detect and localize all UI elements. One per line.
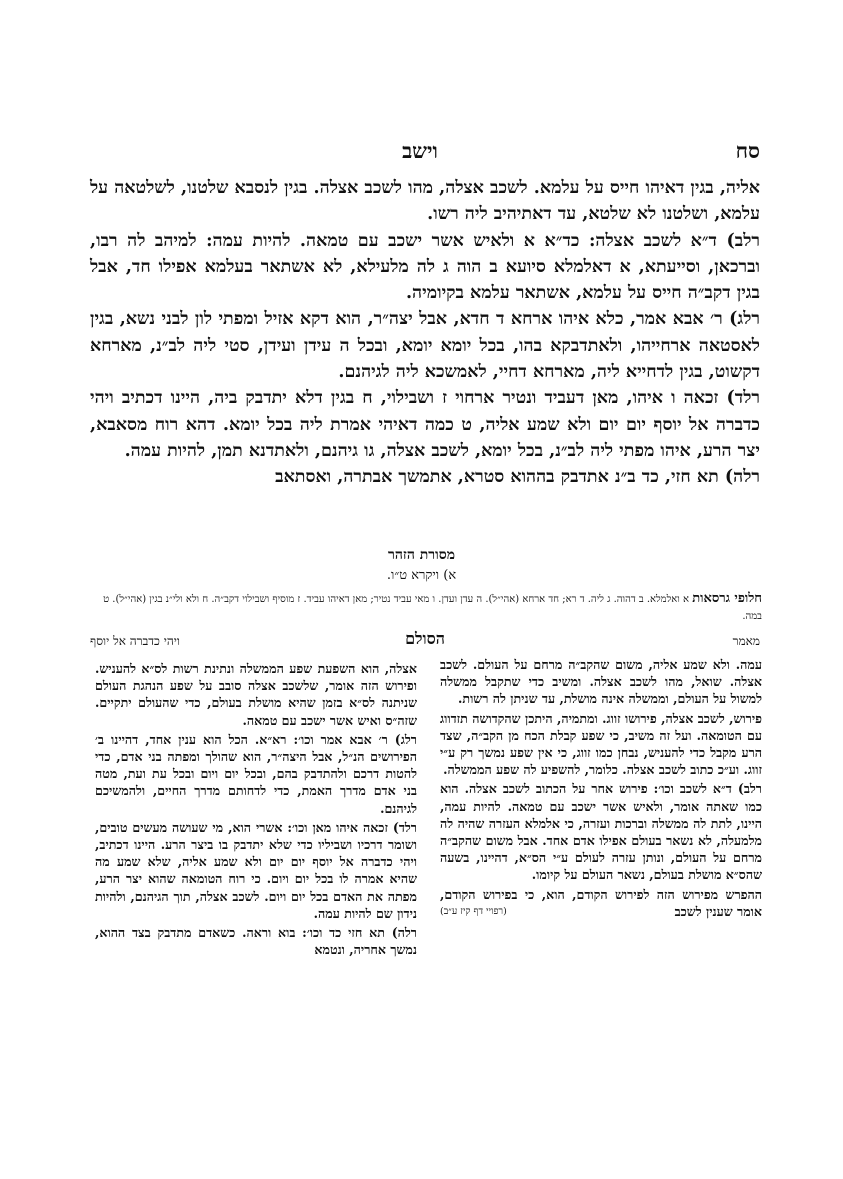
main-paragraph: רלד) זכאה ו איהו, מאן דעביד ונטיר ארחוי ז ושבילוי, ח בגין דלא יתדבק ביה, היינו דכתיב ויהי כדברה אל יוסף יום יום ולא שמע אליה, ט כמה דאיהי אמרת ליה בכל יומא. דהא רוח מסאבא, יצר הרע, איהו מפתי ליה לב״נ, בכל יומא, לשכב אצלה, גו גיהנם, ולאתדנא תמן, להיות עמה. — [90, 388, 760, 461]
commentary-paragraph: רלה) תא חזי כד וכו׳: בוא וראה. כשאדם מתדבק בצד ההוא, נמשך אחריה, ונטמא — [95, 925, 417, 958]
commentary-paragraph: אצלה, הוא השפעת שפע הממשלה ונתינת רשות לס״א להעניש. ופירוש הזה אומר, שלשכב אצלה סובב על שפע הנהגת העולם שניתנה לס״א בזמן שהיא מושלת בעולם, כדי שהעולם יתקיים. שזה״ס ואיש אשר ישכב עם טמאה. — [95, 661, 417, 728]
page-reference-note: (רפויי דף קיז ע״ב) — [440, 906, 507, 917]
commentary-column-right — [440, 656, 762, 922]
main-paragraph: רלה) תא חזי, כד ב״נ אתדבק בההוא סטרא, אתמשך אבתרה, ואסתאב — [275, 467, 760, 488]
commentary-header — [90, 629, 760, 652]
masoret-title: מסורת הזהר — [387, 547, 456, 563]
section-title: ויהי כדברה אל יוסף — [90, 634, 180, 648]
zohar-main-text — [90, 175, 760, 491]
commentary-paragraph: עמה. ולא שמע אליה, משום שהקב״ה מרחם על העולם. לשכב אצלה. שואל, מהו לשכב אצלה. ומשיב כדי שתקבל ממשלה למשול על העולם, וממשלה אינה מושלת, עד שניתן לה רשות. — [440, 657, 762, 707]
hasulam-title: הסולם — [405, 629, 445, 648]
maamar-label: מאמר — [732, 634, 760, 648]
masoret-note: א) ויקרא ט״ו. — [386, 568, 457, 583]
running-header — [80, 138, 760, 168]
commentary-paragraph: פירוש, לשכב אצלה, פירושו זווג. ומתמיה, היתכן שהקדושה תזדווג עם הטומאה. ועל זה משיב, כי שפע קבלת הכח מן הקב״ה, שצד הרע מקבל כדי להעניש, נבחן כמו זווג, כי אין שפע נמשך רק ע״י זווג. וע״כ כתוב לשכב אצלה. כלומר, להשפיע לה שפע הממשלה. — [440, 710, 762, 778]
main-paragraph: רלג) ר׳ אבא אמר, כלא איהו ארחא ד חדא, אבל יצה״ר, הוא דקא אזיל ומפתי לון לבני נשא, בגין לאסטאה ארחייהו, ולאתדבקא בהו, בכל יומא יומא, ובכל ה עידן ועידן, סטי ליה לב״נ, מארחא דקשוט, בגין לדחייא ליה, מארחא דחיי, לאמשכא ליה לגיהנם. — [90, 309, 760, 383]
main-paragraph: רלב) ד״א לשכב אצלה: כד״א א ולאיש אשר ישכב עם טמאה. להיות עמה: למיהב לה רבו, וברכאן, וסייעתא, א דאלמלא סיועא ב הוה ג לה מלעילא, לא אשתאר בעלמא אפילו חד, אבל בגין דקב״ה חייס על עלמא, אשתאר עלמא בקיומיה. — [90, 230, 760, 304]
parsha-title: וישב — [402, 138, 438, 163]
commentary-paragraph: רלד) זכאה איהו מאן וכו׳: אשרי הוא, מי שעושה מעשים טובים, ושומר דרכיו ושביליו כדי שלא יתדבק בו ביצר הרע. היינו דכתיב, ויהי כדברה אל יוסף יום יום ולא שמע אליה, שלא שמע מה שהיא אמרה לו בכל יום ויום. כי רוח הטומאה שהוא יצר הרע, מפתה את האדם בכל יום ויום. לשכב אצלה, תוך הגיהנם, ולהיות נידון שם להיות עמה. — [95, 819, 417, 921]
commentary-paragraph: רלב) ד״א לשכב וכו׳: פירוש אחר על הכתוב לשכב אצלה. הוא כמו שאתה אומר, ולאיש אשר ישכב עם טמאה. להיות עמה, היינו, לתת לה ממשלה וברכות ועזרה, כי אלמלא העזרה שהיה לה מלמעלה, לא נשאר בעולם אפילו אדם אחד. אבל משום שהקב״ה מרחם על העולם, ונותן עזרה לעולם ע״י הס״א, דהיינו, בשעה שהס״א מושלת בעולם, נשאר העולם על קיומו. — [440, 781, 762, 883]
variant-readings-text: א ואלמלא. ב דהוה. ג ליה. ד רא; חד ארחא (אהי״ל). ה עדן ועדן. ו מאי עביד נטיר; מאן דאיהו עביד. ז מוסיף ושבילוי דקב״ה. ח ולא ולי״נ בגין (אהי״ל). ט במה. — [103, 594, 762, 622]
page-number: סח — [735, 138, 760, 163]
main-paragraph: אליה, בגין דאיהו חייס על עלמא. לשכב אצלה, מהו לשכב אצלה. בגין לנסבא שלטנו, לשלטאה על עלמא, ושלטנו לא שלטא, עד דאתיהיב ליה רשו. — [90, 178, 760, 225]
variant-readings — [90, 590, 762, 625]
commentary-column-left — [95, 660, 417, 960]
commentary-paragraph: ההפרש מפירוש הזה לפירוש הקודם, הוא, כי בפירוש הקודם, אומר שענין לשכב — [440, 886, 762, 919]
variant-readings-title: חלופי גרסאות — [692, 591, 762, 606]
commentary-paragraph: רלג) ר׳ אבא אמר וכו׳: רא״א. הכל הוא ענין אחד, דהיינו ב׳ הפירושים הנ״ל, אבל היצה״ר, הוא שהולך ומפתה בני אדם, כדי להטות דרכם ולהתדבק בהם, ובכל יום ויום ובכל עת ועת, מטה בני אדם מדרך האמת, כדי לדחותם מדרך החיים, ולהמשיכם לגיהנם. — [95, 731, 417, 816]
